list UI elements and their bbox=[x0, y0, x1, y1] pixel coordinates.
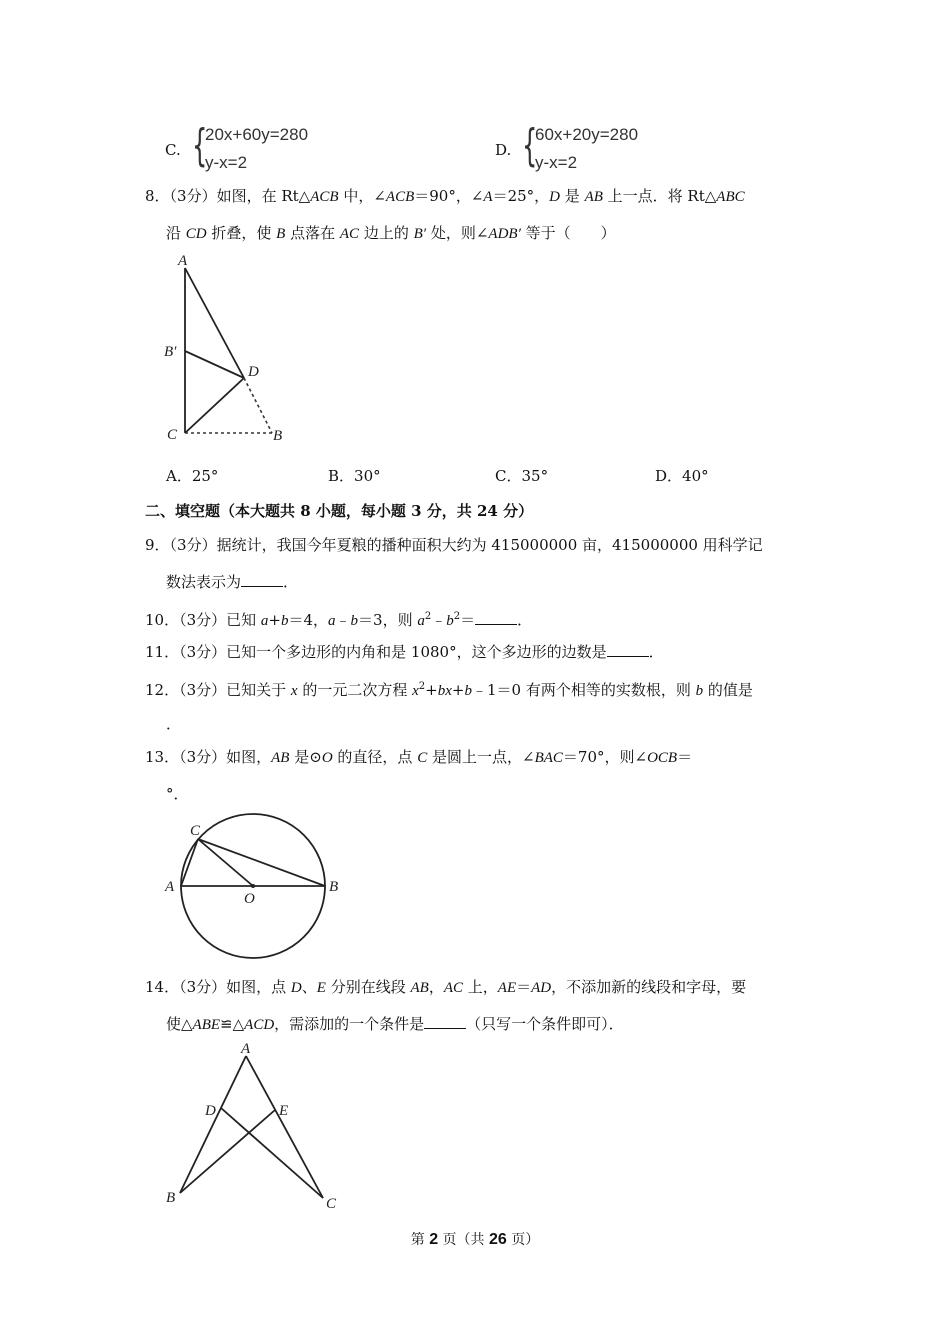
q14-label-a: A bbox=[241, 1041, 251, 1057]
q12-var: b bbox=[695, 683, 704, 699]
q9-line2 bbox=[166, 572, 298, 592]
q13-line-ac bbox=[181, 839, 198, 886]
q13-text: ＝70°，则∠ bbox=[562, 748, 648, 766]
q14-text: 14．（3分）如图，点 bbox=[145, 978, 291, 996]
q14-label-c: C bbox=[326, 1196, 337, 1212]
q14-text: ，需添加的一个条件是 bbox=[274, 1015, 425, 1033]
q11-answer-blank bbox=[607, 642, 649, 657]
q8-text: 边上的 bbox=[359, 224, 414, 242]
q14-line-ab bbox=[180, 1056, 246, 1193]
q7-option-d-brace: { bbox=[522, 120, 538, 171]
q13-var: BAC bbox=[534, 750, 563, 766]
q13-label-o: O bbox=[244, 891, 255, 907]
q12-text: + bbox=[425, 681, 438, 699]
q8-var: AC bbox=[339, 226, 360, 242]
q9-text: 数法表示为 bbox=[166, 573, 242, 591]
q8-line1 bbox=[145, 186, 745, 207]
q8-line2 bbox=[166, 223, 616, 244]
q10-var: b bbox=[350, 613, 359, 629]
footer-total-pages: 26 bbox=[489, 1231, 507, 1248]
q11-line bbox=[145, 642, 664, 662]
q7-option-c-brace: { bbox=[192, 120, 208, 171]
q14-text: 上， bbox=[463, 978, 498, 996]
q8-text: 等于（ ） bbox=[520, 224, 616, 242]
q14-text: 、 bbox=[301, 978, 317, 996]
q10-var: b bbox=[446, 613, 454, 629]
q14-line-ac bbox=[246, 1056, 323, 1198]
q8-label-bprime: B′ bbox=[164, 344, 177, 360]
q14-answer-blank bbox=[424, 1014, 466, 1029]
q14-line2 bbox=[166, 1014, 624, 1035]
q13-var: O bbox=[321, 750, 333, 766]
q13-line1 bbox=[145, 747, 692, 768]
q10-text: 10．（3分）已知 bbox=[145, 611, 261, 629]
q11-text: 11．（3分）已知一个多边形的内角和是 1080°，这个多边形的边数是 bbox=[145, 643, 607, 661]
q13-var: OCB bbox=[647, 750, 678, 766]
footer-text: 页（共 bbox=[438, 1232, 489, 1248]
q14-label-d: D bbox=[205, 1103, 216, 1119]
q8-text: 点落在 bbox=[285, 224, 340, 242]
q10-var: a bbox=[260, 613, 269, 629]
q8-line-cd bbox=[185, 378, 244, 433]
q13-center-point bbox=[251, 884, 255, 888]
q10-text: + bbox=[268, 611, 281, 629]
q8-var: A bbox=[483, 189, 493, 205]
q10-text: ﹣ bbox=[431, 611, 447, 629]
q14-label-e: E bbox=[279, 1103, 289, 1119]
q13-label-b: B bbox=[329, 879, 339, 895]
q13-text: ＝ bbox=[677, 748, 693, 766]
q8-text: 上一点．将 Rt△ bbox=[602, 187, 717, 205]
q8-var: CD bbox=[185, 226, 207, 242]
q8-option-a: A．25° bbox=[166, 467, 219, 485]
q11-end: ． bbox=[648, 643, 664, 661]
q13-label-c: C bbox=[190, 823, 201, 839]
q7-option-c-eq1: 20x+60y=280 bbox=[205, 125, 309, 144]
q13-line-co bbox=[198, 839, 253, 886]
q13-circle-figure bbox=[150, 805, 360, 970]
q8-var: ADB′ bbox=[488, 226, 521, 242]
q10-text: ﹣ bbox=[335, 611, 351, 629]
q8-label-b: B bbox=[273, 428, 283, 444]
q8-line-bpd bbox=[185, 351, 244, 378]
q12-line2: ． bbox=[166, 715, 182, 733]
q8-var: ACB bbox=[385, 189, 415, 205]
q8-text: 沿 bbox=[166, 224, 186, 242]
q12-line1 bbox=[145, 677, 753, 701]
q10-sup: 2 bbox=[453, 611, 461, 622]
q14-text: 分别在线段 bbox=[325, 978, 411, 996]
q7-option-c-label: C. bbox=[165, 141, 181, 159]
q7-option-c-eq2: y-x=2 bbox=[205, 153, 248, 172]
q8-text: 8．（3分）如图，在 Rt△ bbox=[145, 187, 311, 205]
q14-text: ＝ bbox=[516, 978, 532, 996]
q13-text: 是⊙ bbox=[289, 748, 322, 766]
page-footer bbox=[0, 1230, 950, 1250]
q12-sup: 2 bbox=[418, 681, 426, 692]
q14-text: ，不添加新的线段和字母，要 bbox=[551, 978, 747, 996]
q8-var: B bbox=[276, 226, 286, 242]
q8-var: AB bbox=[584, 189, 603, 205]
q7-option-d-eq1: 60x+20y=280 bbox=[535, 125, 639, 144]
q13-label-a: A bbox=[165, 879, 175, 895]
q8-var: B′ bbox=[413, 226, 427, 242]
q14-var: AC bbox=[443, 980, 463, 996]
q8-var: ACB bbox=[310, 189, 339, 205]
section-2-heading: 二、填空题（本大题共 8 小题，每小题 3 分，共 24 分） bbox=[145, 502, 534, 520]
q14-var: ACD bbox=[244, 1017, 275, 1033]
q14-line-dc bbox=[221, 1108, 323, 1198]
q13-text: 13．（3分）如图， bbox=[145, 748, 272, 766]
q12-text: 的一元二次方程 bbox=[297, 681, 413, 699]
q8-text: 中，∠ bbox=[338, 187, 386, 205]
q14-triangle-figure bbox=[150, 1040, 360, 1220]
q10-text: ＝4， bbox=[288, 611, 329, 629]
q8-option-c: C．35° bbox=[495, 467, 549, 485]
q12-var: x bbox=[412, 683, 419, 699]
q14-label-b: B bbox=[166, 1190, 176, 1206]
q8-text: ＝90°，∠ bbox=[414, 187, 484, 205]
q14-text: （只写一个条件即可）． bbox=[466, 1015, 624, 1033]
q14-text: ≌△ bbox=[220, 1015, 245, 1033]
q13-var: C bbox=[417, 750, 428, 766]
q9-answer-blank bbox=[241, 572, 283, 587]
q12-text: 12．（3分）已知关于 bbox=[145, 681, 291, 699]
q13-text: 的直径，点 bbox=[332, 748, 418, 766]
q10-end: ． bbox=[517, 611, 533, 629]
q7-option-d-label: D. bbox=[495, 141, 512, 159]
q10-line bbox=[145, 607, 532, 631]
q14-var: E bbox=[316, 980, 326, 996]
q8-text: 是 bbox=[560, 187, 585, 205]
q8-var: D bbox=[549, 189, 561, 205]
q14-var: AD bbox=[531, 980, 552, 996]
q8-line-db-dashed bbox=[244, 378, 272, 433]
q8-triangle-figure bbox=[150, 248, 310, 448]
footer-page-number: 2 bbox=[429, 1231, 439, 1248]
q14-var: ABE bbox=[192, 1017, 221, 1033]
q10-text: ＝ bbox=[460, 611, 476, 629]
q8-option-b: B．30° bbox=[328, 467, 381, 485]
q10-var: a bbox=[417, 613, 425, 629]
q12-text: ﹣1＝0 有两个相等的实数根，则 bbox=[472, 681, 696, 699]
q14-var: D bbox=[290, 980, 302, 996]
q14-line-eb bbox=[180, 1110, 275, 1193]
q10-text: ＝3，则 bbox=[358, 611, 418, 629]
q10-sup: 2 bbox=[424, 611, 432, 622]
q13-text: 是圆上一点，∠ bbox=[427, 748, 535, 766]
q8-line-ad bbox=[185, 268, 244, 378]
q8-label-a: A bbox=[178, 253, 188, 269]
q9-line1: 9．（3分）据统计，我国今年夏粮的播种面积大约为 415000000 亩，415000000 用科学记 bbox=[145, 536, 763, 554]
q10-var: a bbox=[328, 613, 336, 629]
q14-var: AB bbox=[410, 980, 429, 996]
q12-var: b bbox=[464, 683, 472, 699]
q13-line2: °． bbox=[166, 785, 189, 803]
q7-option-d-eq2: y-x=2 bbox=[535, 153, 578, 172]
q13-var: AB bbox=[271, 750, 290, 766]
q14-text: ， bbox=[428, 978, 444, 996]
q10-var: b bbox=[280, 613, 289, 629]
q14-line1 bbox=[145, 977, 746, 998]
q12-text: 的值是 bbox=[703, 681, 753, 699]
q8-label-d: D bbox=[248, 364, 259, 380]
q12-var: bx bbox=[437, 683, 452, 699]
q8-text: ＝25°， bbox=[492, 187, 550, 205]
q14-text: 使△ bbox=[166, 1015, 193, 1033]
q10-answer-blank bbox=[475, 610, 517, 625]
footer-text: 第 bbox=[410, 1232, 430, 1248]
q14-var: AE bbox=[497, 980, 517, 996]
q13-line-cb bbox=[198, 839, 325, 886]
q9-end: ． bbox=[283, 573, 299, 591]
footer-text: 页） bbox=[506, 1232, 540, 1248]
q12-text: + bbox=[451, 681, 465, 699]
q8-text: 处，则∠ bbox=[426, 224, 489, 242]
q12-var: x bbox=[290, 683, 298, 699]
q8-text: 折叠，使 bbox=[206, 224, 277, 242]
q8-option-d: D．40° bbox=[655, 467, 709, 485]
q8-var: ABC bbox=[716, 189, 745, 205]
q8-label-c: C bbox=[167, 427, 178, 443]
